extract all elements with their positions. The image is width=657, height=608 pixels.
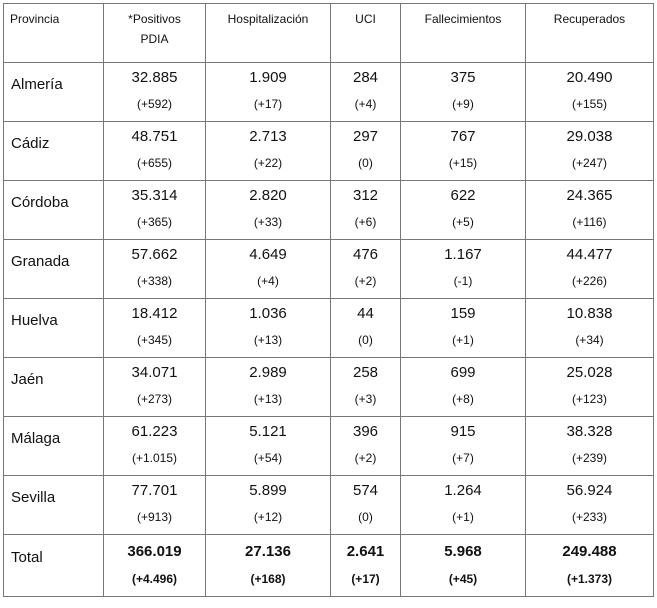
fallecimientos-delta: (+8) [452, 392, 474, 406]
recuperados-value: 38.328 [566, 423, 613, 440]
total-hospitalizacion-value: 27.136 [245, 543, 291, 560]
total-fallecimientos-delta: (+45) [448, 572, 478, 586]
total-fallecimientos [401, 535, 526, 597]
fallecimientos-value: 375 [450, 69, 476, 86]
fallecimientos-cell [401, 63, 526, 122]
total-positivos-delta: (+4.496) [131, 572, 178, 586]
recuperados-cell [526, 63, 654, 122]
positivos-cell [104, 299, 206, 358]
recuperados-cell [526, 240, 654, 299]
province-name: Cádiz [4, 122, 104, 181]
positivos-cell [104, 122, 206, 181]
hospitalizacion-cell [206, 476, 331, 535]
header-uci: UCI [331, 4, 401, 63]
positivos-value: 35.314 [131, 187, 178, 204]
uci-delta: (+6) [354, 215, 377, 229]
table-row [4, 476, 654, 535]
uci-cell [331, 358, 401, 417]
province-name: Granada [4, 240, 104, 299]
fallecimientos-cell [401, 417, 526, 476]
recuperados-delta: (+123) [571, 392, 608, 406]
positivos-value: 32.885 [131, 69, 178, 86]
header-positivos-pdia-text: *Positivos PDIA [128, 12, 181, 46]
hospitalizacion-cell [206, 181, 331, 240]
recuperados-delta: (+247) [571, 156, 608, 170]
uci-cell [331, 299, 401, 358]
fallecimientos-delta: (+5) [452, 215, 474, 229]
recuperados-value: 44.477 [566, 246, 613, 263]
positivos-cell [104, 240, 206, 299]
positivos-delta: (+338) [136, 274, 173, 288]
hospitalizacion-value: 2.713 [249, 128, 287, 145]
uci-delta: (+4) [354, 97, 377, 111]
positivos-value: 57.662 [131, 246, 178, 263]
total-positivos-value: 366.019 [127, 543, 182, 560]
fallecimientos-cell [401, 299, 526, 358]
hospitalizacion-cell [206, 240, 331, 299]
fallecimientos-delta: (+1) [452, 333, 474, 347]
uci-delta: (+3) [354, 392, 377, 406]
fallecimientos-value: 1.167 [444, 246, 482, 263]
hospitalizacion-delta: (+33) [253, 215, 283, 229]
header-fallecimientos: Fallecimientos [401, 4, 526, 63]
recuperados-delta: (+239) [571, 451, 608, 465]
table-row [4, 417, 654, 476]
uci-value: 44 [357, 305, 374, 322]
hospitalizacion-value: 1.909 [249, 69, 287, 86]
uci-cell [331, 240, 401, 299]
hospitalizacion-value: 4.649 [249, 246, 287, 263]
uci-value: 574 [352, 482, 379, 499]
total-label: Total [4, 535, 104, 597]
table-row [4, 63, 654, 122]
uci-delta: (0) [358, 510, 373, 524]
covid-data-table [3, 3, 654, 597]
positivos-value: 18.412 [131, 305, 178, 322]
hospitalizacion-value: 5.899 [249, 482, 287, 499]
hospitalizacion-delta: (+4) [257, 274, 279, 288]
uci-value: 297 [352, 128, 379, 145]
total-uci [331, 535, 401, 597]
table-body [4, 63, 654, 597]
fallecimientos-delta: (+15) [448, 156, 478, 170]
fallecimientos-cell [401, 240, 526, 299]
recuperados-delta: (+155) [571, 97, 608, 111]
fallecimientos-delta: (+9) [452, 97, 474, 111]
recuperados-value: 25.028 [566, 364, 613, 381]
positivos-delta: (+1.015) [131, 451, 178, 465]
positivos-value: 61.223 [131, 423, 178, 440]
uci-value: 284 [352, 69, 379, 86]
total-uci-value: 2.641 [346, 543, 385, 560]
positivos-delta: (+365) [136, 215, 173, 229]
table-row [4, 358, 654, 417]
positivos-value: 77.701 [131, 482, 178, 499]
fallecimientos-value: 622 [450, 187, 476, 204]
uci-delta: (+2) [354, 451, 377, 465]
hospitalizacion-delta: (+54) [253, 451, 283, 465]
positivos-cell [104, 358, 206, 417]
header-row [4, 4, 654, 63]
hospitalizacion-delta: (+13) [253, 392, 283, 406]
recuperados-cell [526, 122, 654, 181]
header-provincia: Provincia [4, 4, 104, 63]
recuperados-delta: (+233) [571, 510, 608, 524]
uci-cell [331, 417, 401, 476]
uci-cell [331, 122, 401, 181]
hospitalizacion-delta: (+13) [253, 333, 283, 347]
uci-value: 396 [352, 423, 379, 440]
recuperados-value: 56.924 [566, 482, 613, 499]
total-recuperados [526, 535, 654, 597]
hospitalizacion-value: 5.121 [249, 423, 287, 440]
positivos-delta: (+273) [136, 392, 173, 406]
total-positivos [104, 535, 206, 597]
province-name: Córdoba [4, 181, 104, 240]
recuperados-cell [526, 417, 654, 476]
table-row [4, 299, 654, 358]
hospitalizacion-delta: (+12) [253, 510, 283, 524]
recuperados-cell [526, 358, 654, 417]
positivos-value: 34.071 [131, 364, 178, 381]
header-recuperados: Recuperados [526, 4, 654, 63]
fallecimientos-cell [401, 122, 526, 181]
hospitalizacion-cell [206, 299, 331, 358]
province-name: Huelva [4, 299, 104, 358]
recuperados-value: 29.038 [566, 128, 613, 145]
total-hospitalizacion-delta: (+168) [250, 572, 286, 586]
uci-delta: (0) [358, 156, 373, 170]
hospitalizacion-cell [206, 358, 331, 417]
total-row [4, 535, 654, 597]
table-row [4, 181, 654, 240]
total-recuperados-delta: (+1.373) [566, 572, 613, 586]
positivos-cell [104, 181, 206, 240]
fallecimientos-value: 767 [450, 128, 476, 145]
fallecimientos-delta: (+1) [452, 510, 474, 524]
recuperados-delta: (+226) [571, 274, 608, 288]
table-row [4, 240, 654, 299]
hospitalizacion-cell [206, 63, 331, 122]
total-fallecimientos-value: 5.968 [444, 543, 482, 560]
recuperados-value: 20.490 [566, 69, 613, 86]
uci-delta: (+2) [354, 274, 377, 288]
fallecimientos-value: 915 [450, 423, 476, 440]
positivos-delta: (+592) [136, 97, 173, 111]
fallecimientos-value: 699 [450, 364, 476, 381]
positivos-value: 48.751 [131, 128, 178, 145]
fallecimientos-value: 1.264 [444, 482, 482, 499]
positivos-cell [104, 476, 206, 535]
province-name: Málaga [4, 417, 104, 476]
hospitalizacion-value: 2.820 [249, 187, 287, 204]
hospitalizacion-value: 2.989 [249, 364, 287, 381]
recuperados-delta: (+34) [575, 333, 604, 347]
uci-value: 258 [352, 364, 379, 381]
province-name: Almería [4, 63, 104, 122]
fallecimientos-delta: (+7) [452, 451, 474, 465]
recuperados-cell [526, 476, 654, 535]
positivos-delta: (+913) [136, 510, 173, 524]
total-uci-delta: (+17) [351, 572, 380, 586]
hospitalizacion-cell [206, 417, 331, 476]
hospitalizacion-delta: (+22) [253, 156, 283, 170]
fallecimientos-value: 159 [450, 305, 476, 322]
fallecimientos-cell [401, 181, 526, 240]
positivos-cell [104, 63, 206, 122]
uci-cell [331, 63, 401, 122]
hospitalizacion-value: 1.036 [249, 305, 287, 322]
uci-value: 312 [352, 187, 379, 204]
uci-cell [331, 476, 401, 535]
fallecimientos-cell [401, 476, 526, 535]
positivos-cell [104, 417, 206, 476]
province-name: Sevilla [4, 476, 104, 535]
header-hospitalizacion: Hospitalización [206, 4, 331, 63]
fallecimientos-cell [401, 358, 526, 417]
total-recuperados-value: 249.488 [562, 543, 617, 560]
positivos-delta: (+345) [136, 333, 173, 347]
hospitalizacion-delta: (+17) [253, 97, 283, 111]
positivos-delta: (+655) [136, 156, 173, 170]
uci-delta: (0) [358, 333, 373, 347]
recuperados-value: 24.365 [566, 187, 613, 204]
table-row [4, 122, 654, 181]
recuperados-cell [526, 299, 654, 358]
header-positivos-pdia [104, 4, 206, 63]
total-hospitalizacion [206, 535, 331, 597]
province-name: Jaén [4, 358, 104, 417]
hospitalizacion-cell [206, 122, 331, 181]
recuperados-value: 10.838 [566, 305, 613, 322]
recuperados-delta: (+116) [572, 215, 607, 229]
uci-cell [331, 181, 401, 240]
recuperados-cell [526, 181, 654, 240]
fallecimientos-delta: (-1) [453, 274, 473, 288]
uci-value: 476 [352, 246, 379, 263]
